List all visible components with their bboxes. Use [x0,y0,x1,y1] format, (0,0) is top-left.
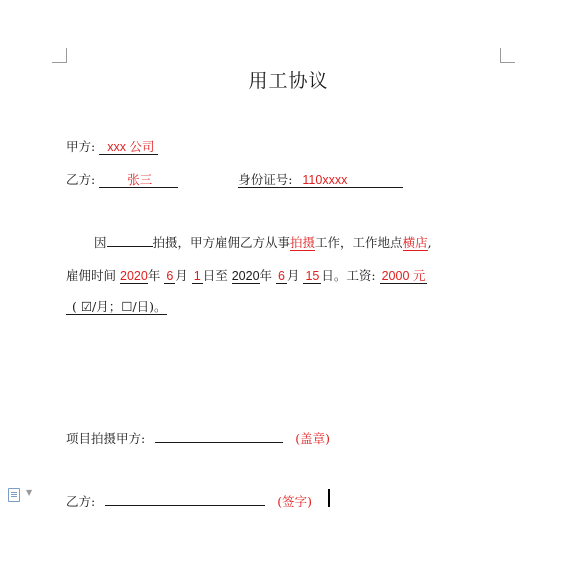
end-year-value[interactable]: 2020 [231,269,260,283]
party-b-label: 乙方: [66,172,96,187]
dropdown-caret-icon[interactable]: ▼ [26,488,33,497]
id-number-value: 110xxxx [302,173,348,187]
signature-party-a-blank[interactable] [155,430,283,443]
party-a-value-field[interactable] [99,140,158,155]
body-cause-prefix: 因 [94,235,107,250]
document-icon[interactable] [8,488,20,502]
party-a-label: 甲方: [66,139,96,154]
signature-party-b-line[interactable] [66,492,312,510]
id-number-label: 身份证号: [238,172,293,187]
body-line-3[interactable] [66,299,167,315]
signature-party-b-label: 乙方: [66,494,96,509]
document-title[interactable]: 用工协议 [248,70,329,92]
party-a-value: xxx 公司 [107,140,155,154]
body-workplace-text: 工作，工作地点 [315,235,403,250]
text-cursor [328,489,330,507]
start-month-value[interactable]: 6 [166,269,174,283]
party-b-value: 张三 [127,172,153,187]
body-line-2[interactable] [66,266,427,284]
month-unit-2: 月 [286,268,300,283]
start-year-value[interactable]: 2020 [120,269,148,283]
crop-mark-top-left [52,48,67,63]
id-number-field[interactable] [238,173,403,188]
project-name-blank[interactable] [107,234,153,247]
signature-party-a-label: 项目拍摄甲方: [66,431,146,446]
workplace-value[interactable]: 横店 [402,235,428,250]
end-day-value[interactable]: 15 [305,269,320,283]
body-comma: , [427,235,432,250]
job-type-value[interactable]: 拍摄 [290,235,316,250]
year-unit-2: 年 [259,268,273,283]
signature-party-a-line[interactable] [66,429,330,447]
party-a-line[interactable] [66,137,158,155]
party-b-value-field[interactable] [99,173,178,188]
wage-value[interactable]: 2000 元 [381,269,426,283]
body-employ-text: 拍摄，甲方雇佣乙方从事 [152,235,291,250]
seal-note: (盖章) [295,431,330,446]
month-unit-1: 月 [175,268,188,283]
start-day-value[interactable]: 1 [193,269,201,283]
day-to-text: 日至 [202,268,228,283]
party-b-line[interactable] [66,170,403,188]
body-line-1[interactable] [94,233,432,251]
employment-period-label: 雇佣时间 [66,268,117,283]
wage-label: 日。工资: [321,268,376,283]
pay-period-options[interactable]: ( ☑/月；☐/日)。 [66,300,167,315]
year-unit-1: 年 [147,268,161,283]
signature-party-b-blank[interactable] [105,493,265,506]
end-month-value[interactable]: 6 [278,269,285,283]
sign-note: (签字) [277,494,312,509]
crop-mark-top-right [500,48,515,63]
